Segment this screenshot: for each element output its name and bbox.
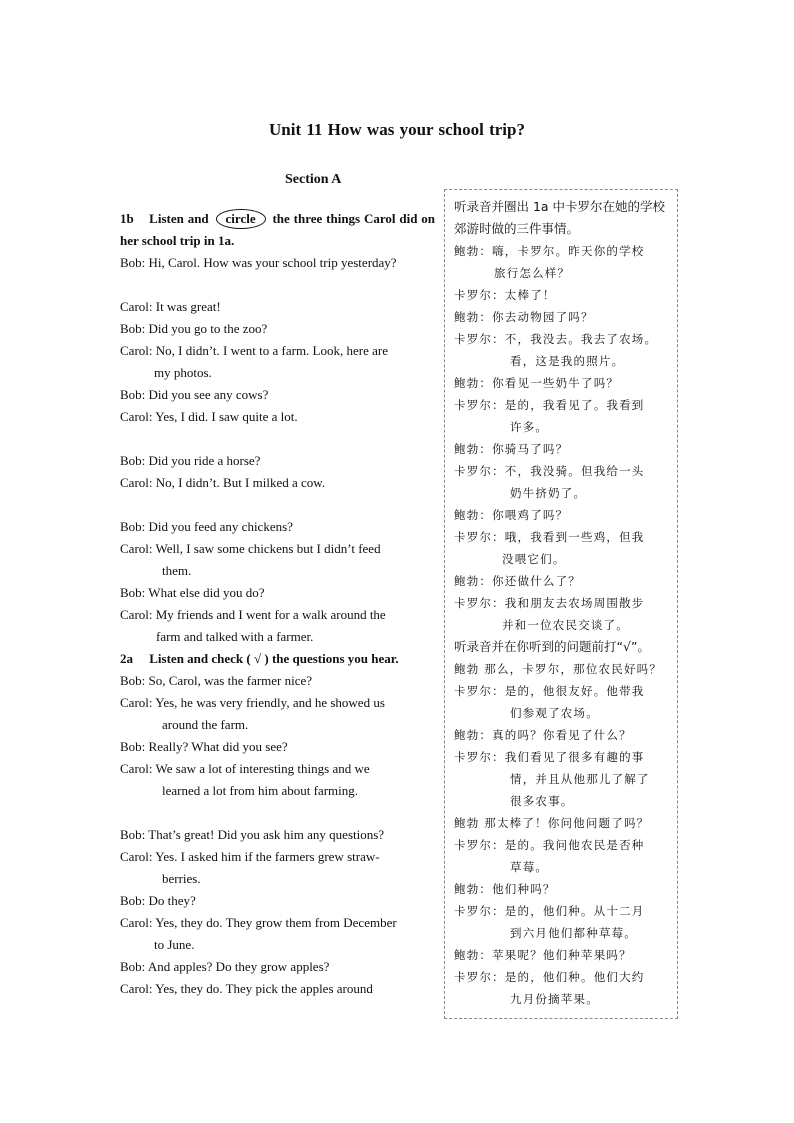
- translation-line: 鲍勃：你还做什么了？: [454, 574, 581, 588]
- translation-line: 卡罗尔：不，我没去。我去了农场。: [454, 332, 658, 346]
- translation-line: 卡罗尔：是的，我看见了。我看到: [454, 398, 645, 412]
- dialogue-line: Carol: Well, I saw some chickens but I didn’t feed: [120, 541, 381, 556]
- dialogue-line-continuation: farm and talked with a farmer.: [156, 629, 314, 644]
- translation-2a: [454, 658, 676, 1010]
- exercise-2a-heading: [120, 648, 435, 670]
- translation-line: 卡罗尔：我和朋友去农场周围散步: [454, 596, 645, 610]
- translation-line: 卡罗尔：不，我没骑。但我给一头: [454, 464, 645, 478]
- dialogue-line: Carol: Yes, they do. They grow them from December: [120, 915, 397, 930]
- blank-line: [120, 494, 435, 516]
- translation-line-continuation: 们参观了农场。: [510, 706, 599, 720]
- translation-line: 卡罗尔：是的。我问他农民是否种: [454, 838, 645, 852]
- english-dialogue-column: [120, 208, 435, 1000]
- chinese-translation-column: [454, 196, 676, 1010]
- dialogue-line-continuation: to June.: [154, 937, 195, 952]
- translation-line: 鲍勃：苹果呢？他们种苹果吗？: [454, 948, 632, 962]
- dialogue-line-continuation: them.: [162, 563, 192, 578]
- dialogue-line-continuation: around the farm.: [162, 717, 249, 732]
- blank-line: [120, 802, 435, 824]
- dialogue-line: Bob: Hi, Carol. How was your school trip yesterday?: [120, 255, 397, 270]
- exercise-2a-instruction: Listen and check ( √ ) the questions you hear.: [149, 651, 399, 666]
- section-heading: Section A: [285, 172, 342, 187]
- dialogue-2a: [120, 670, 435, 1000]
- dialogue-line-continuation: learned a lot from him about farming.: [162, 783, 359, 798]
- translation-heading-2a: 听录音并在你听到的问题前打“√”。: [454, 639, 650, 654]
- dialogue-line: Carol: No, I didn’t. I went to a farm. Look, here are: [120, 343, 388, 358]
- translation-line-continuation: 很多农事。: [510, 794, 574, 808]
- dialogue-line-continuation: my photos.: [154, 365, 212, 380]
- dialogue-line: Carol: My friends and I went for a walk around the: [120, 607, 386, 622]
- translation-line: 鲍勃：嗨，卡罗尔。昨天你的学校: [454, 244, 645, 258]
- translation-line: 鲍勃：你骑马了吗？: [454, 442, 569, 456]
- translation-line: 鲍勃：你看见一些奶牛了吗？: [454, 376, 620, 390]
- translation-line-continuation: 看，这是我的照片。: [510, 354, 625, 368]
- exercise-1b-instruction-end: the three things Carol did on her school trip in 1a.: [120, 211, 436, 248]
- translation-line-continuation: 奶牛挤奶了。: [510, 486, 587, 500]
- dialogue-line: Carol: Yes, I did. I saw quite a lot.: [120, 409, 298, 424]
- translation-line: 鲍勃：他们种吗？: [454, 882, 556, 896]
- translation-line: 卡罗尔：是的，他们种。从十二月: [454, 904, 645, 918]
- dialogue-line: Bob: Did you ride a horse?: [120, 453, 261, 468]
- translation-line: 鲍勃：你去动物园了吗？: [454, 310, 594, 324]
- translation-line-continuation: 旅行怎么样？: [494, 266, 571, 280]
- blank-line: [120, 274, 435, 296]
- translation-line-continuation: 并和一位农民交谈了。: [502, 618, 629, 632]
- translation-heading-1b: 听录音并圈出 1a 中卡罗尔在她的学校郊游时做的三件事情。: [454, 199, 666, 236]
- dialogue-line: Bob: And apples? Do they grow apples?: [120, 959, 330, 974]
- dialogue-line: Bob: Did you go to the zoo?: [120, 321, 268, 336]
- translation-line-continuation: 九月份摘苹果。: [510, 992, 599, 1006]
- translation-line: 鲍勃 那太棒了！你问他问题了吗？: [454, 816, 650, 830]
- dialogue-line: Carol: Yes. I asked him if the farmers grew straw-: [120, 849, 380, 864]
- translation-line-continuation: 到六月他们都种草莓。: [510, 926, 637, 940]
- dialogue-line: Carol: Yes, he was very friendly, and he showed us: [120, 695, 385, 710]
- dialogue-line-continuation: berries.: [162, 871, 201, 886]
- translation-line: 鲍勃：真的吗？你看见了什么？: [454, 728, 632, 742]
- exercise-2a-label: 2a: [120, 651, 133, 666]
- translation-line-continuation: 没喂它们。: [502, 552, 566, 566]
- translation-line-continuation: 草莓。: [510, 860, 549, 874]
- exercise-1b-heading: [120, 208, 435, 252]
- dialogue-line: Carol: Yes, they do. They pick the apples around: [120, 981, 373, 996]
- blank-line: [120, 428, 435, 450]
- exercise-1b-instruction-start: Listen and: [149, 211, 209, 226]
- dialogue-line: Bob: Did you feed any chickens?: [120, 519, 293, 534]
- circled-word: circle: [216, 209, 266, 229]
- translation-line: 卡罗尔：太棒了！: [454, 288, 556, 302]
- translation-line: 卡罗尔：哦，我看到一些鸡，但我: [454, 530, 645, 544]
- translation-line: 卡罗尔：我们看见了很多有趣的事: [454, 750, 645, 764]
- dialogue-line: Bob: Do they?: [120, 893, 196, 908]
- translation-line-continuation: 许多。: [510, 420, 549, 434]
- dialogue-1b: [120, 252, 435, 648]
- dialogue-line: Bob: So, Carol, was the farmer nice?: [120, 673, 313, 688]
- exercise-1b-label: 1b: [120, 211, 134, 226]
- translation-line-continuation: 情，并且从他那儿了解了: [510, 772, 650, 786]
- translation-line: 卡罗尔：是的，他们种。他们大约: [454, 970, 645, 984]
- dialogue-line: Bob: What else did you do?: [120, 585, 265, 600]
- dialogue-line: Carol: It was great!: [120, 299, 221, 314]
- dialogue-line: Bob: That’s great! Did you ask him any questions?: [120, 827, 385, 842]
- dialogue-line: Carol: No, I didn’t. But I milked a cow.: [120, 475, 326, 490]
- translation-line: 鲍勃：你喂鸡了吗？: [454, 508, 569, 522]
- dialogue-line: Bob: Did you see any cows?: [120, 387, 269, 402]
- translation-line: 鲍勃 那么，卡罗尔，那位农民好吗？: [454, 662, 663, 676]
- page-title: Unit 11 How was your school trip?: [269, 120, 525, 139]
- translation-line: 卡罗尔：是的，他很友好。他带我: [454, 684, 645, 698]
- dialogue-line: Carol: We saw a lot of interesting things and we: [120, 761, 370, 776]
- translation-1b: [454, 240, 676, 636]
- dialogue-line: Bob: Really? What did you see?: [120, 739, 288, 754]
